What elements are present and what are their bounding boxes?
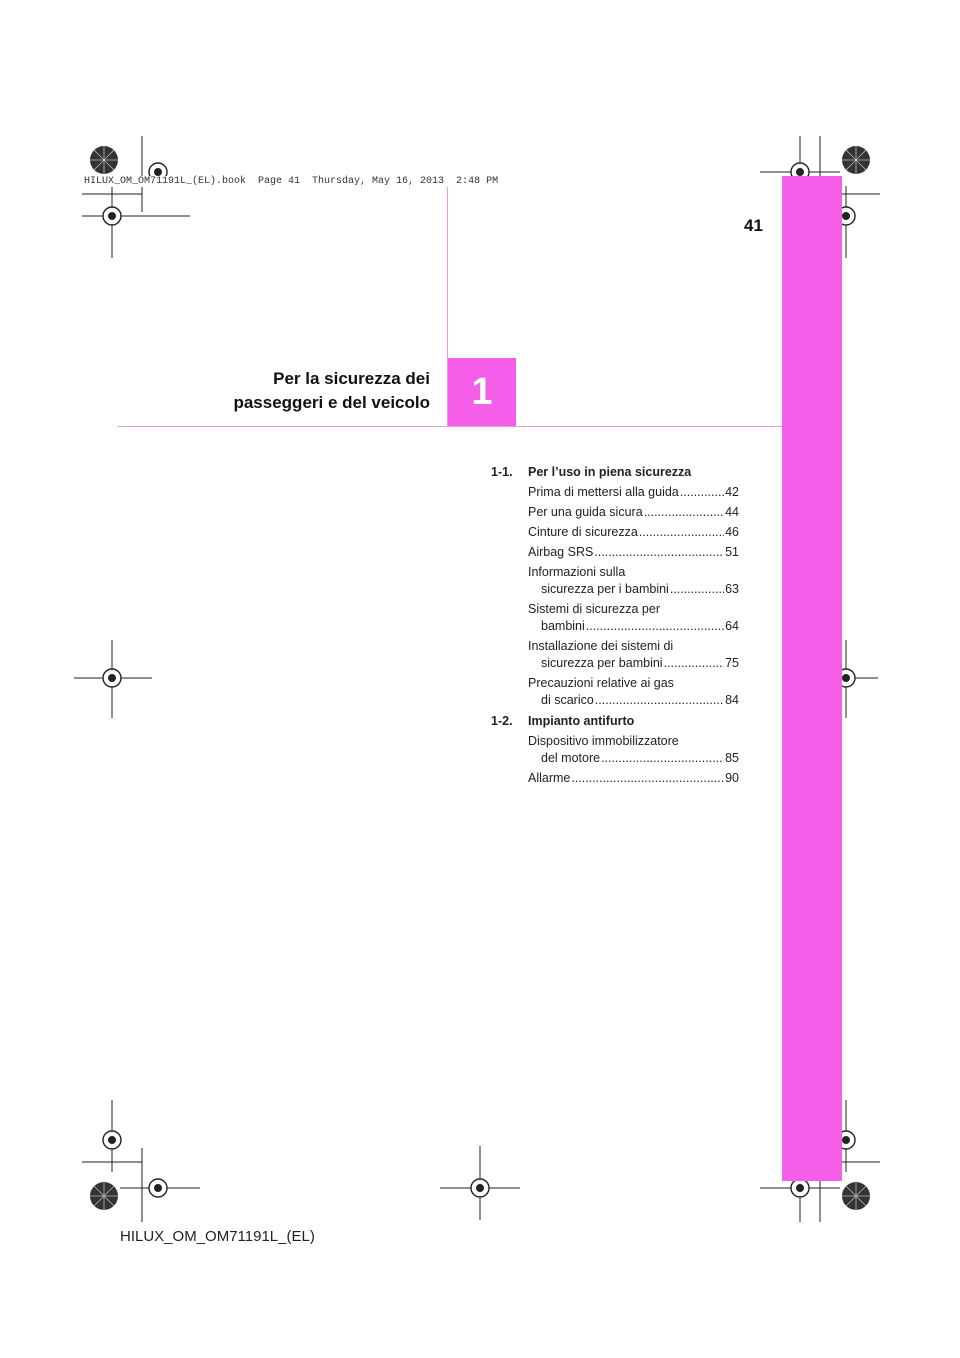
dot-leader	[670, 581, 724, 598]
toc-section-heading[interactable]	[491, 713, 739, 730]
toc-entry-page: 85	[725, 751, 739, 765]
toc-entry-page: 51	[725, 545, 739, 559]
toc-entry-text: Installazione dei sistemi di	[528, 639, 674, 653]
toc-entry-text-cont: di scarico	[541, 693, 594, 707]
dot-leader	[601, 750, 724, 767]
toc-entry-page: 64	[725, 619, 739, 633]
toc-entry-text: Airbag SRS	[528, 545, 594, 559]
toc-entry[interactable]	[528, 733, 739, 767]
toc-entry-text: Cinture di sicurezza	[528, 525, 638, 539]
dot-leader	[680, 484, 724, 501]
toc-entry-text: Informazioni sulla	[528, 565, 626, 579]
toc-entry-text-cont: sicurezza per i bambini	[541, 582, 669, 596]
toc-entry-text-cont: sicurezza per bambini	[541, 656, 663, 670]
table-of-contents	[491, 460, 739, 787]
toc-entry-page: 46	[725, 525, 739, 539]
toc-entry-text: Sistemi di sicurezza per	[528, 602, 660, 616]
toc-entry-text: Per una guida sicura	[528, 505, 643, 519]
toc-entry[interactable]	[528, 675, 739, 709]
chapter-tab-bar	[782, 176, 842, 1181]
toc-entry-text: Precauzioni relative ai gas	[528, 676, 674, 690]
horizontal-rule	[118, 426, 782, 427]
dot-leader	[664, 655, 725, 672]
dot-leader	[594, 544, 724, 561]
toc-entry-text: Allarme	[528, 771, 571, 785]
dot-leader	[639, 524, 724, 541]
toc-entry[interactable]	[528, 770, 739, 787]
toc-entry[interactable]	[528, 638, 739, 672]
footer-code: HILUX_OM_OM71191L_(EL)	[120, 1228, 315, 1245]
dot-leader	[644, 504, 724, 521]
chapter-title-line-2: passeggeri e del veicolo	[233, 393, 430, 412]
toc-entry-page: 63	[725, 582, 739, 596]
toc-entry-text: Prima di mettersi alla guida	[528, 485, 679, 499]
page-number: 41	[744, 216, 763, 235]
toc-section-heading[interactable]	[491, 464, 739, 481]
chapter-title	[180, 367, 430, 415]
toc-section-number: 1-2.	[491, 714, 513, 728]
toc-entry-page: 90	[725, 771, 739, 785]
toc-entry-page: 84	[725, 693, 739, 707]
chapter-number: 1	[471, 370, 493, 413]
toc-section-number: 1-1.	[491, 465, 513, 479]
dot-leader	[571, 770, 724, 787]
toc-entry-page: 42	[725, 485, 739, 499]
dot-leader	[595, 692, 724, 709]
toc-entry[interactable]	[528, 564, 739, 598]
toc-section-title: Per l’uso in piena sicurezza	[528, 465, 692, 479]
chapter-number-box	[448, 358, 516, 426]
toc-entry[interactable]	[528, 484, 739, 501]
toc-entry-page: 44	[725, 505, 739, 519]
toc-entry[interactable]	[528, 601, 739, 635]
chapter-title-line-1: Per la sicurezza dei	[273, 369, 430, 388]
toc-entry-page: 75	[725, 656, 739, 670]
toc-entry[interactable]	[528, 524, 739, 541]
toc-entry-text-cont: bambini	[541, 619, 585, 633]
toc-entry[interactable]	[528, 544, 739, 561]
toc-entry-text-cont: del motore	[541, 751, 601, 765]
file-info-header: HILUX_OM_OM71191L_(EL).book Page 41 Thursday, May 16, 2013 2:48 PM	[84, 176, 499, 187]
dot-leader	[586, 618, 724, 635]
toc-entry[interactable]	[528, 504, 739, 521]
toc-section-title: Impianto antifurto	[528, 714, 635, 728]
toc-entry-text: Dispositivo immobilizzatore	[528, 734, 679, 748]
